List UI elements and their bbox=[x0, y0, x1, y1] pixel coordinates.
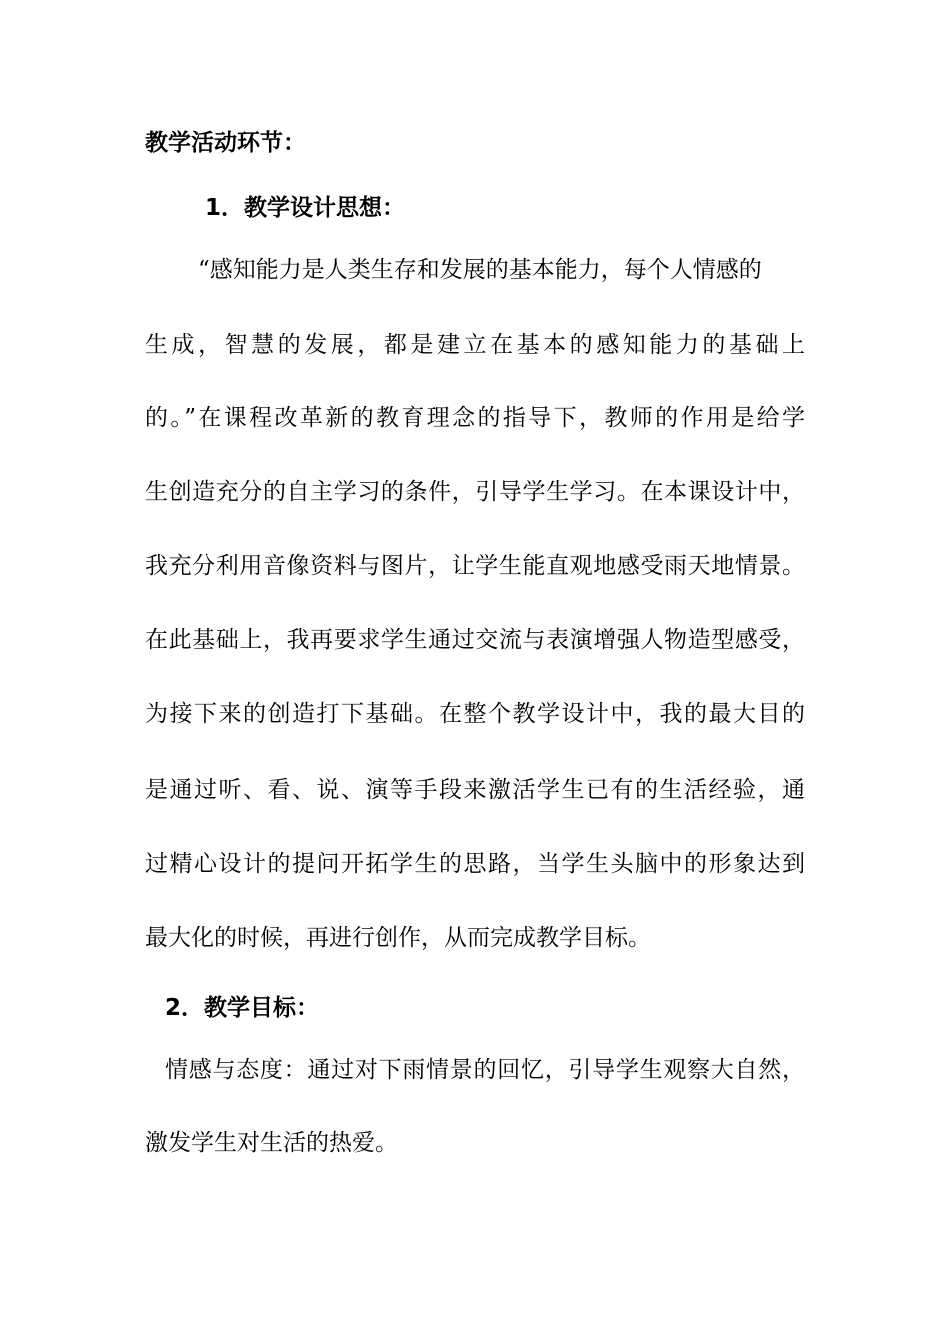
paragraph-line: 最大化的时候，再进行创作，从而完成教学目标。 bbox=[145, 925, 651, 951]
document-heading: 教学活动环节： bbox=[145, 130, 306, 156]
paragraph-line: “感知能力是人类生存和发展的基本能力，每个人情感的 bbox=[198, 257, 762, 283]
paragraph-line: 我充分利用音像资料与图片，让学生能直观地感受雨天地情景。 bbox=[145, 553, 805, 579]
paragraph-line: 生创造充分的自主学习的条件，引导学生学习。在本课设计中， bbox=[145, 479, 805, 505]
section-1-title: 1．教学设计思想： bbox=[205, 195, 406, 221]
paragraph-line: 生成，智慧的发展，都是建立在基本的感知能力的基础上 bbox=[145, 332, 805, 358]
paragraph-line: 的。”在课程改革新的教育理念的指导下，教师的作用是给学 bbox=[145, 405, 805, 431]
paragraph-line: 激发学生对生活的热爱。 bbox=[145, 1130, 398, 1156]
section-2-title: 2．教学目标： bbox=[165, 995, 320, 1021]
paragraph-line: 在此基础上，我再要求学生通过交流与表演增强人物造型感受， bbox=[145, 627, 805, 653]
paragraph-line: 情感与态度：通过对下雨情景的回忆，引导学生观察大自然， bbox=[165, 1057, 805, 1083]
paragraph-line: 是通过听、看、说、演等手段来激活学生已有的生活经验，通 bbox=[145, 777, 805, 803]
paragraph-line: 过精心设计的提问开拓学生的思路，当学生头脑中的形象达到 bbox=[145, 851, 805, 877]
paragraph-line: 为接下来的创造打下基础。在整个教学设计中，我的最大目的 bbox=[145, 701, 805, 727]
